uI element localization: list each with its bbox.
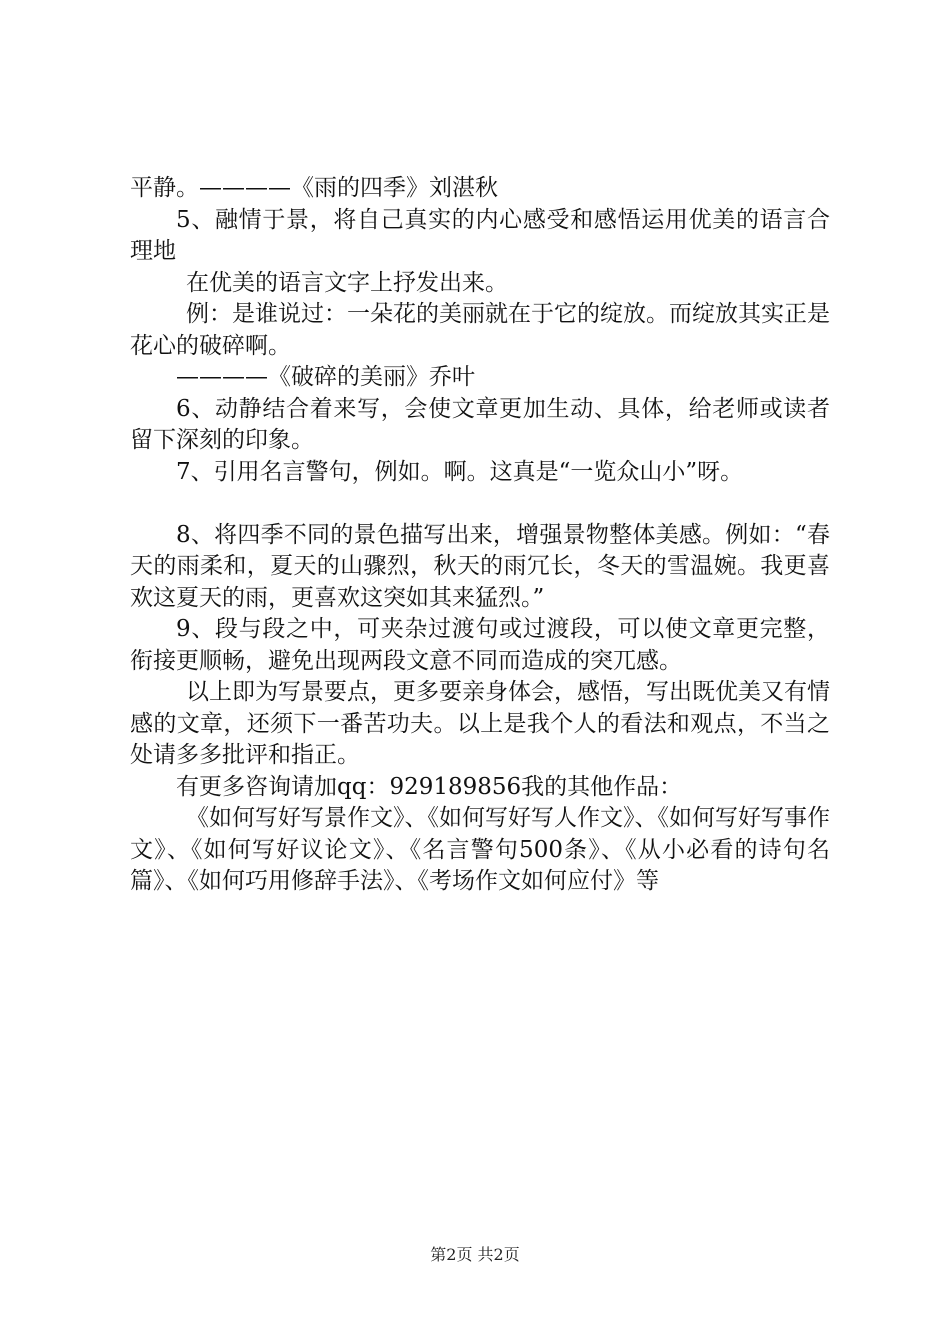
paragraph-point-8: 8、将四季不同的景色描写出来，增强景物整体美感。例如：“春天的雨柔和，夏天的山骤烈，秋天的雨冗长，冬天的雪温婉。我更喜欢这夏天的雨，更喜欢这突如其来猛烈。” [130, 521, 830, 611]
paragraph-point-7: 7、引用名言警句，例如。啊。这真是“一览众山小”呀。 [176, 458, 744, 485]
paragraph-point-9: 9、段与段之中，可夹杂过渡句或过渡段，可以使文章更完整，衔接更顺畅，避免出现两段文意不同而造成的突兀感。 [130, 616, 830, 674]
paragraph-point-5: 5、融情于景，将自己真实的内心感受和感悟运用优美的语言合理地 [130, 206, 830, 264]
paragraph-conclusion: 以上即为写景要点，更多要亲身体会，感悟，写出既优美又有情感的文章，还须下一番苦功夫。以上是我个人的看法和观点，不当之处请多多批评和指正。 [130, 679, 830, 768]
page-number-label: 第2页 共2页 [430, 1245, 520, 1264]
blank-line [130, 488, 830, 520]
paragraph-contact: 有更多咨询请加qq：929189856我的其他作品： [176, 773, 683, 800]
paragraph-point-5-continued: 在优美的语言文字上抒发出来。 [186, 269, 508, 296]
paragraph-point-6: 6、动静结合着来写，会使文章更加生动、具体，给老师或读者留下深刻的印象。 [130, 395, 830, 453]
paragraph-other-works: 《如何写好写景作文》、《如何写好写人作文》、《如何写好写事作文》、《如何写好议论文》、《名言警句500条》、《从小必看的诗句名篇》、《如何巧用修辞手法》、《考场作文如何应付》等 [130, 805, 830, 894]
document-body [130, 173, 830, 898]
paragraph-quote-source-2: ————《破碎的美丽》乔叶 [176, 364, 475, 390]
paragraph-quote-source-1: 平静。————《雨的四季》刘湛秋 [130, 175, 498, 201]
paragraph-example: 例：是谁说过：一朵花的美丽就在于它的绽放。而绽放其实正是花心的破碎啊。 [130, 301, 830, 359]
page-footer [0, 1244, 950, 1266]
